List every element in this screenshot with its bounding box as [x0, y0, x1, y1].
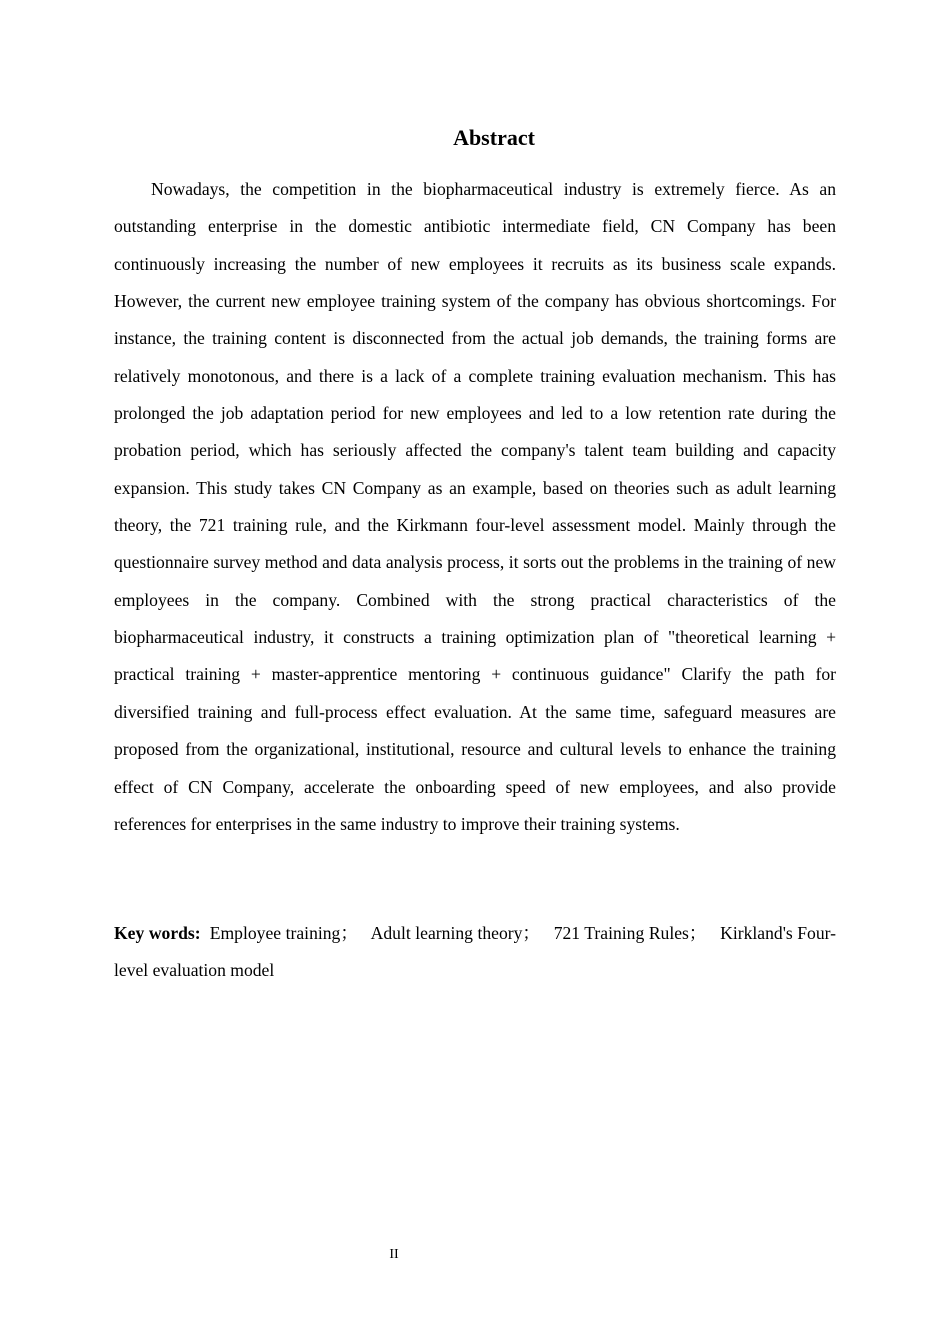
page-number: II	[389, 1247, 399, 1262]
keyword-separator: ；	[340, 923, 358, 943]
abstract-title: Abstract	[453, 125, 535, 150]
abstract-body: Nowadays, the competition in the biopharmaceutical industry is extremely fierce. As an outstanding enterprise in the domestic antibiotic intermediate field, CN Company has been continuously increasing the number of new employees it recruits as its business scale expands. However, the current new employee training system of the company has obvious shortcomings. For instance, the training content is disconnected from the actual job demands, the training forms are relatively monotonous, and there is a lack of a complete training evaluation mechanism. This has prolonged the job adaptation period for new employees and led to a low retention rate during the probation period, which has seriously affected the company's talent team building and capacity expansion. This study takes CN Company as an example, based on theories such as adult learning theory, the 721 training rule, and the Kirkmann four-level assessment model. Mainly through the questionnaire survey method and data analysis process, it sorts out the problems in the training of new employees in the company. Combined with the strong practical characteristics of the biopharmaceutical industry, it constructs a training optimization plan of "theoretical learning + practical training + master-apprentice mentoring + continuous guidance" Clarify the path for diversified training and full-process effect evaluation. At the same time, safeguard measures are proposed from the organizational, institutional, resource and cultural levels to enhance the training effect of CN Company, accelerate the onboarding speed of new employees, and also provide references for enterprises in the same industry to improve their training systems.	[114, 179, 836, 834]
keyword-item: Employee training	[209, 923, 341, 943]
keyword-separator: ；	[688, 923, 707, 943]
keywords-paragraph	[114, 915, 836, 990]
keyword-item: Kirkland's Four-level evaluation model	[114, 923, 837, 981]
keyword-item: Adult learning theory	[370, 923, 523, 943]
keywords-label: Key words:	[114, 923, 201, 943]
keyword-separator: ；	[522, 923, 541, 943]
keyword-item: 721 Training Rules	[553, 923, 689, 943]
